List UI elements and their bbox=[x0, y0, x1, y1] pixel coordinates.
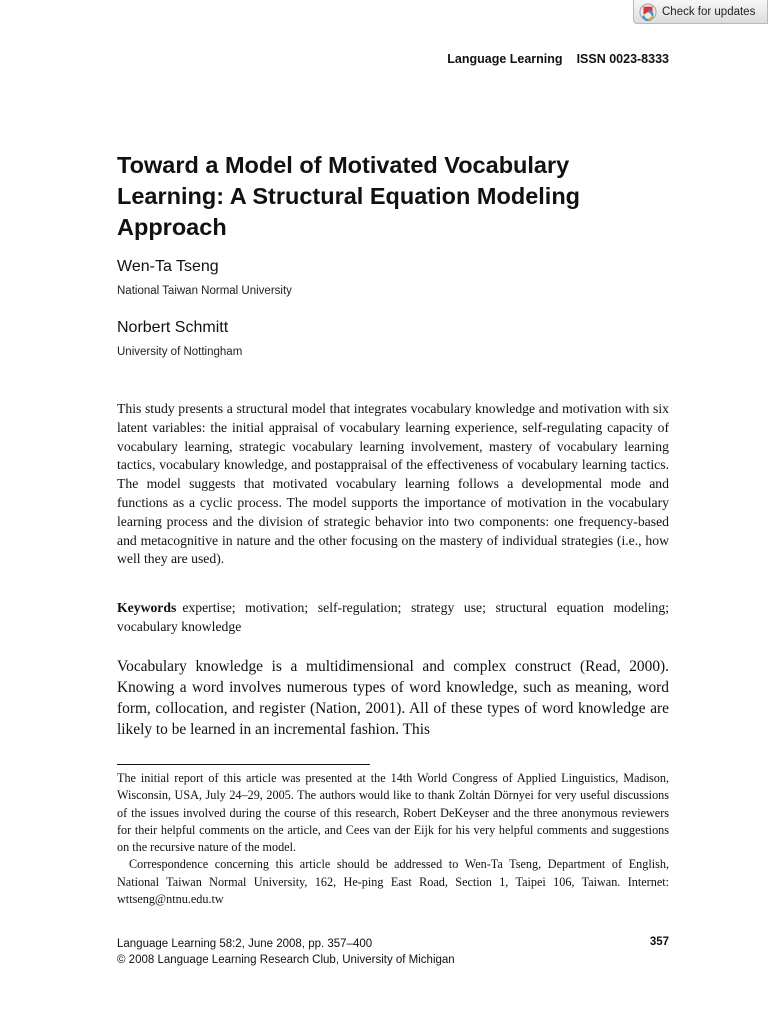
crossmark-icon bbox=[639, 3, 657, 21]
author-name-1: Wen-Ta Tseng bbox=[117, 258, 219, 275]
body-paragraph: Vocabulary knowledge is a multidimensional and complex construct (Read, 2000). Knowing a word involves numerous types of word knowledge, such as meaning, word form, collocation, and register (Nation, 2001). All of these types of word knowledge are likely to be learned in an incremental fashion. This bbox=[117, 658, 669, 738]
journal-header bbox=[447, 52, 669, 66]
journal-name: Language Learning bbox=[447, 52, 563, 66]
page-number: 357 bbox=[649, 936, 669, 948]
footnote-correspondence: Correspondence concerning this article should be addressed to Wen-Ta Tseng, Department of English, National Taiwan Normal University, 162, He-ping East Road, Section 1, Taipei 106, Taiwan. Internet: wttseng@ntnu.edu.tw bbox=[117, 857, 669, 907]
keywords bbox=[117, 598, 669, 636]
author-affiliation-1: National Taiwan Normal University bbox=[117, 285, 292, 297]
footnote bbox=[117, 770, 669, 908]
abstract: This study presents a structural model that integrates vocabulary knowledge and motivation with six latent variables: the initial appraisal of vocabulary learning experience, self-regulating capacity of vocabulary learning, strategic vocabulary learning involvement, mastery of vocabulary learning tactics, vocabulary knowledge, and postappraisal of the effectiveness of vocabulary learning tactics. The model suggests that motivated vocabulary learning follows a developmental mode and functions as a cyclic process. The model supports the importance of motivation in the vocabulary learning process and the division of strategic behavior into two components: one frequency-based and metacognitive in nature and the other focusing on the mastery of individual strategies (i.e., how well they are used). bbox=[117, 401, 669, 567]
author-name-2: Norbert Schmitt bbox=[117, 319, 229, 336]
keywords-label: Keywords bbox=[117, 600, 177, 615]
check-for-updates-label: Check for updates bbox=[662, 5, 756, 18]
author-affiliation-2: University of Nottingham bbox=[117, 346, 243, 358]
check-for-updates-button[interactable] bbox=[633, 0, 768, 24]
footer-copyright: © 2008 Language Learning Research Club, University of Michigan bbox=[117, 954, 455, 966]
footnote-acknowledgement: The initial report of this article was presented at the 14th World Congress of Applied Linguistics, Madison, Wisconsin, USA, July 24–29, 2005. The authors would like to thank Zoltán Dörnyei for very useful discussions of the issues involved during the course of this research, Robert DeKeyser and the three anonymous reviewers for their helpful comments on the article, and Cees van der Eijk for his very helpful comments and suggestions on the recursive nature of the model. bbox=[117, 771, 669, 855]
journal-issn: ISSN 0023-8333 bbox=[576, 52, 669, 66]
article-title: Toward a Model of Motivated Vocabulary Learning: A Structural Equation Modeling Approach bbox=[117, 152, 581, 240]
footnote-divider bbox=[117, 764, 370, 765]
keywords-text: expertise; motivation; self-regulation; strategy use; structural equation modeling; vocabulary knowledge bbox=[117, 600, 669, 634]
page-footer bbox=[117, 936, 455, 968]
footer-citation: Language Learning 58:2, June 2008, pp. 357–400 bbox=[117, 938, 373, 950]
